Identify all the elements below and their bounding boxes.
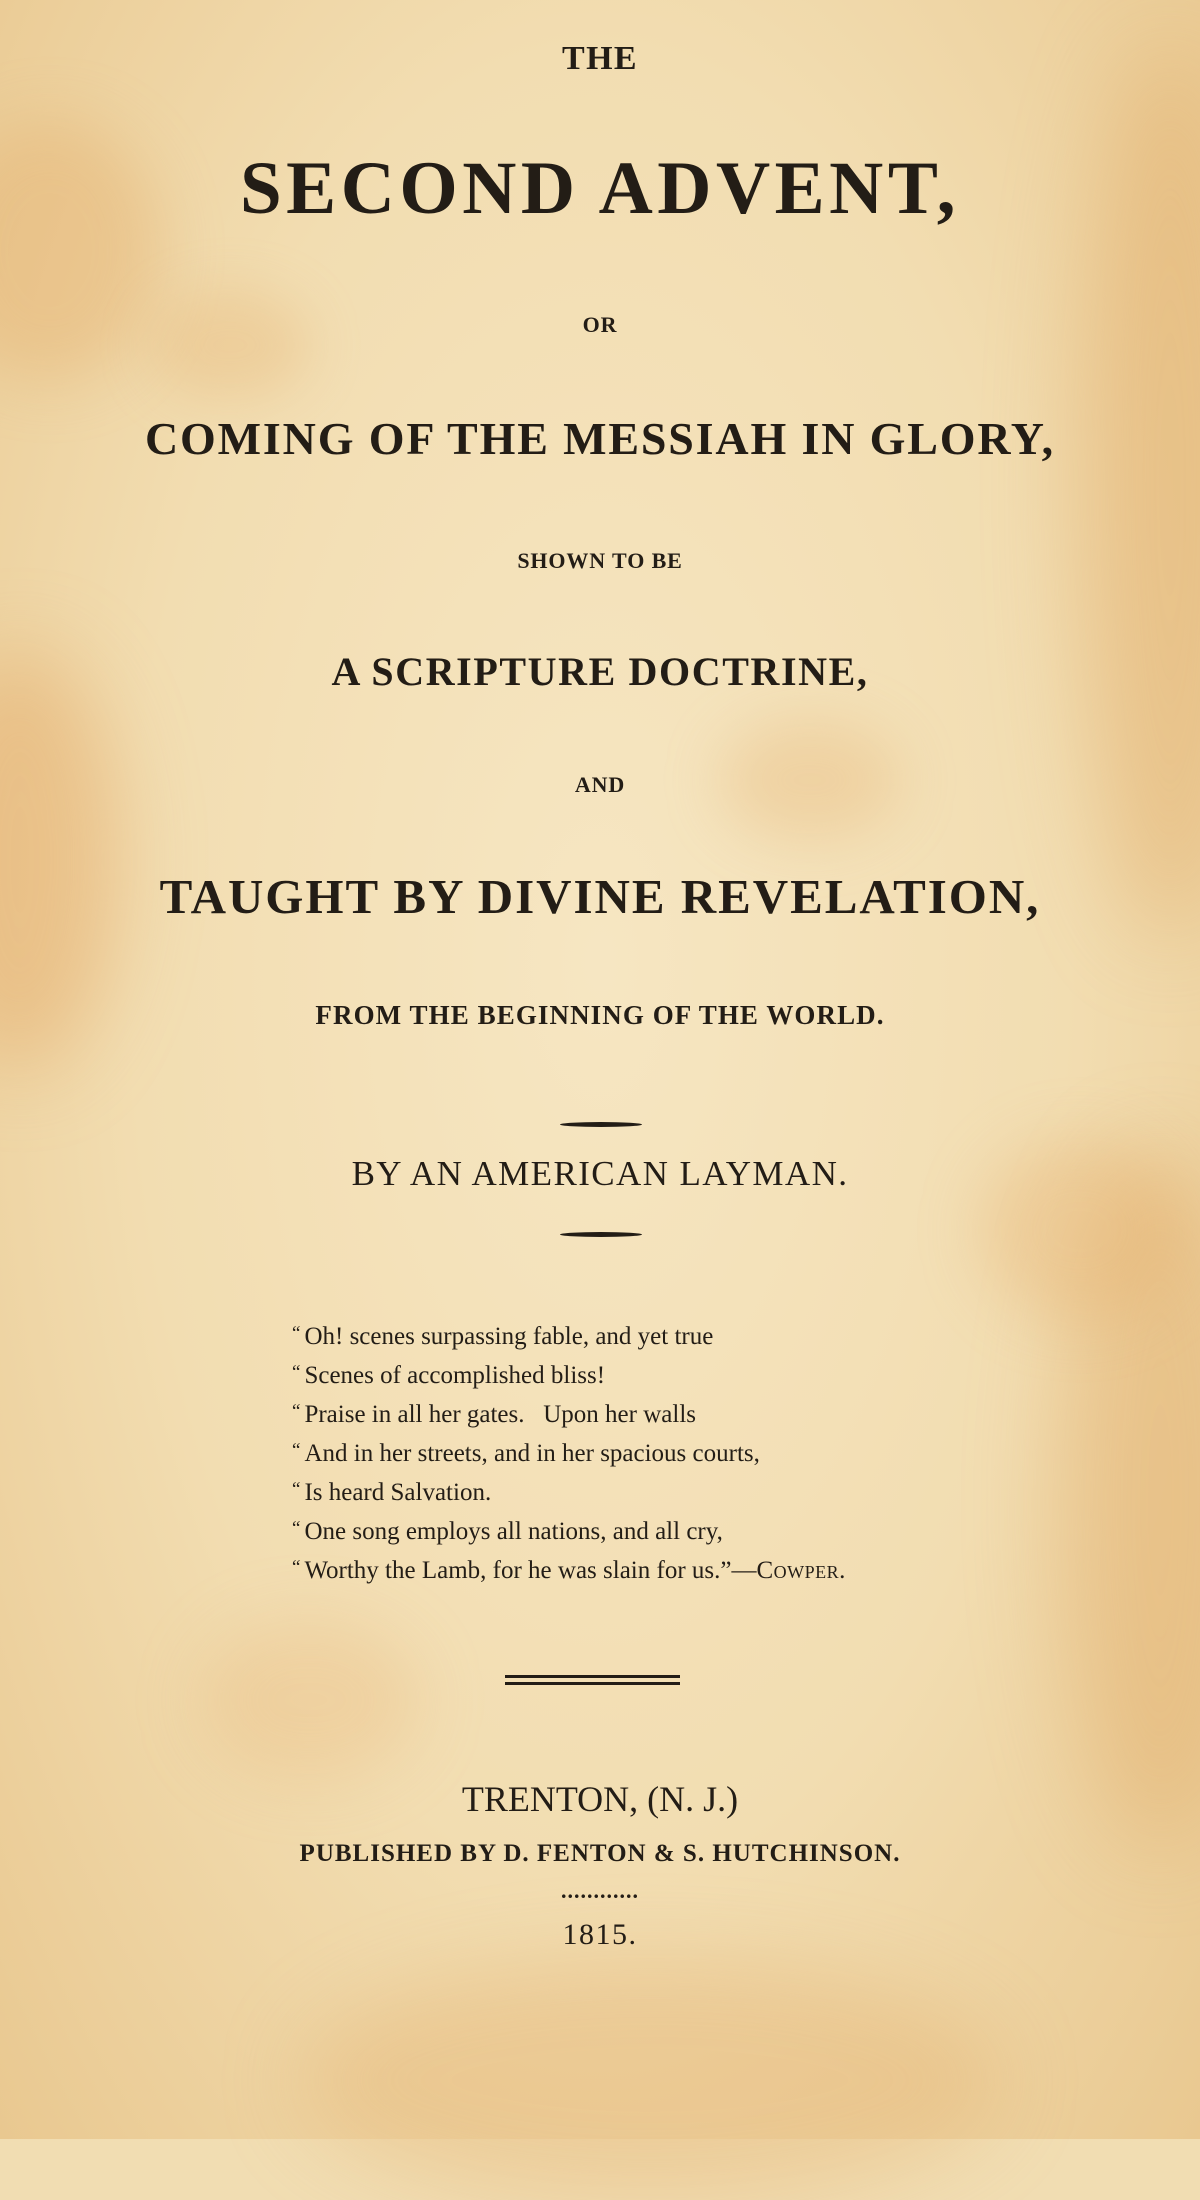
quote-mark: “	[292, 1401, 301, 1422]
epigraph-line	[292, 1513, 1012, 1552]
quote-mark: “	[292, 1323, 301, 1344]
imprint-year: 1815.	[562, 1918, 638, 1951]
bleed-through	[0, 1240, 1200, 1291]
rule-line	[505, 1682, 680, 1685]
epigraph-line	[292, 1318, 1012, 1357]
ornamental-rule	[560, 1232, 642, 1237]
age-stain	[150, 290, 310, 400]
epigraph-text: Scenes of accomplished bliss!	[304, 1362, 606, 1389]
epigraph-text: Is heard Salvation.	[304, 1479, 492, 1506]
quote-mark: “	[292, 1479, 301, 1500]
quote-mark: “	[292, 1557, 301, 1578]
age-stain	[300, 1960, 1000, 2200]
epigraph-line	[292, 1396, 1012, 1435]
epigraph-line	[292, 1435, 1012, 1474]
shown-to-be: SHOWN TO BE	[517, 548, 683, 573]
epigraph-text: Praise in all her gates. Upon her walls	[304, 1401, 697, 1428]
and-line: AND	[574, 772, 626, 797]
epigraph-line	[292, 1357, 1012, 1396]
quote-mark: “	[292, 1518, 301, 1539]
epigraph-text: One song employs all nations, and all cry,	[304, 1518, 723, 1545]
epigraph-attribution: Cowper.	[756, 1557, 846, 1584]
doctrine-line: A SCRIPTURE DOCTRINE,	[331, 649, 869, 694]
quote-mark: “	[292, 1440, 301, 1461]
taught-line: TAUGHT BY DIVINE REVELATION,	[159, 869, 1041, 924]
epigraph	[292, 1318, 1012, 1591]
title-or: OR	[582, 312, 618, 337]
author-line: BY AN AMERICAN LAYMAN.	[351, 1154, 849, 1193]
epigraph-text: Oh! scenes surpassing fable, and yet true	[304, 1323, 714, 1350]
imprint-publisher: PUBLISHED BY D. FENTON & S. HUTCHINSON.	[299, 1840, 901, 1867]
epigraph-line	[292, 1474, 1012, 1513]
rule-line	[505, 1675, 680, 1678]
double-rule	[505, 1675, 680, 1689]
epigraph-text: And in her streets, and in her spacious courts,	[304, 1440, 760, 1467]
epigraph-text: Worthy the Lamb, for he was slain for us.”—	[304, 1557, 757, 1584]
imprint-place: TRENTON, (N. J.)	[461, 1779, 739, 1819]
age-stain	[200, 1620, 420, 1780]
epigraph-line	[292, 1552, 1012, 1591]
imprint-dots: ............	[561, 1878, 639, 1903]
subtitle: COMING OF THE MESSIAH IN GLORY,	[145, 413, 1055, 464]
from-beginning-line: FROM THE BEGINNING OF THE WORLD.	[315, 1000, 885, 1030]
main-title: SECOND ADVENT,	[239, 147, 961, 230]
quote-mark: “	[292, 1362, 301, 1383]
ornamental-rule	[560, 1122, 642, 1127]
title-the: THE	[562, 40, 638, 77]
